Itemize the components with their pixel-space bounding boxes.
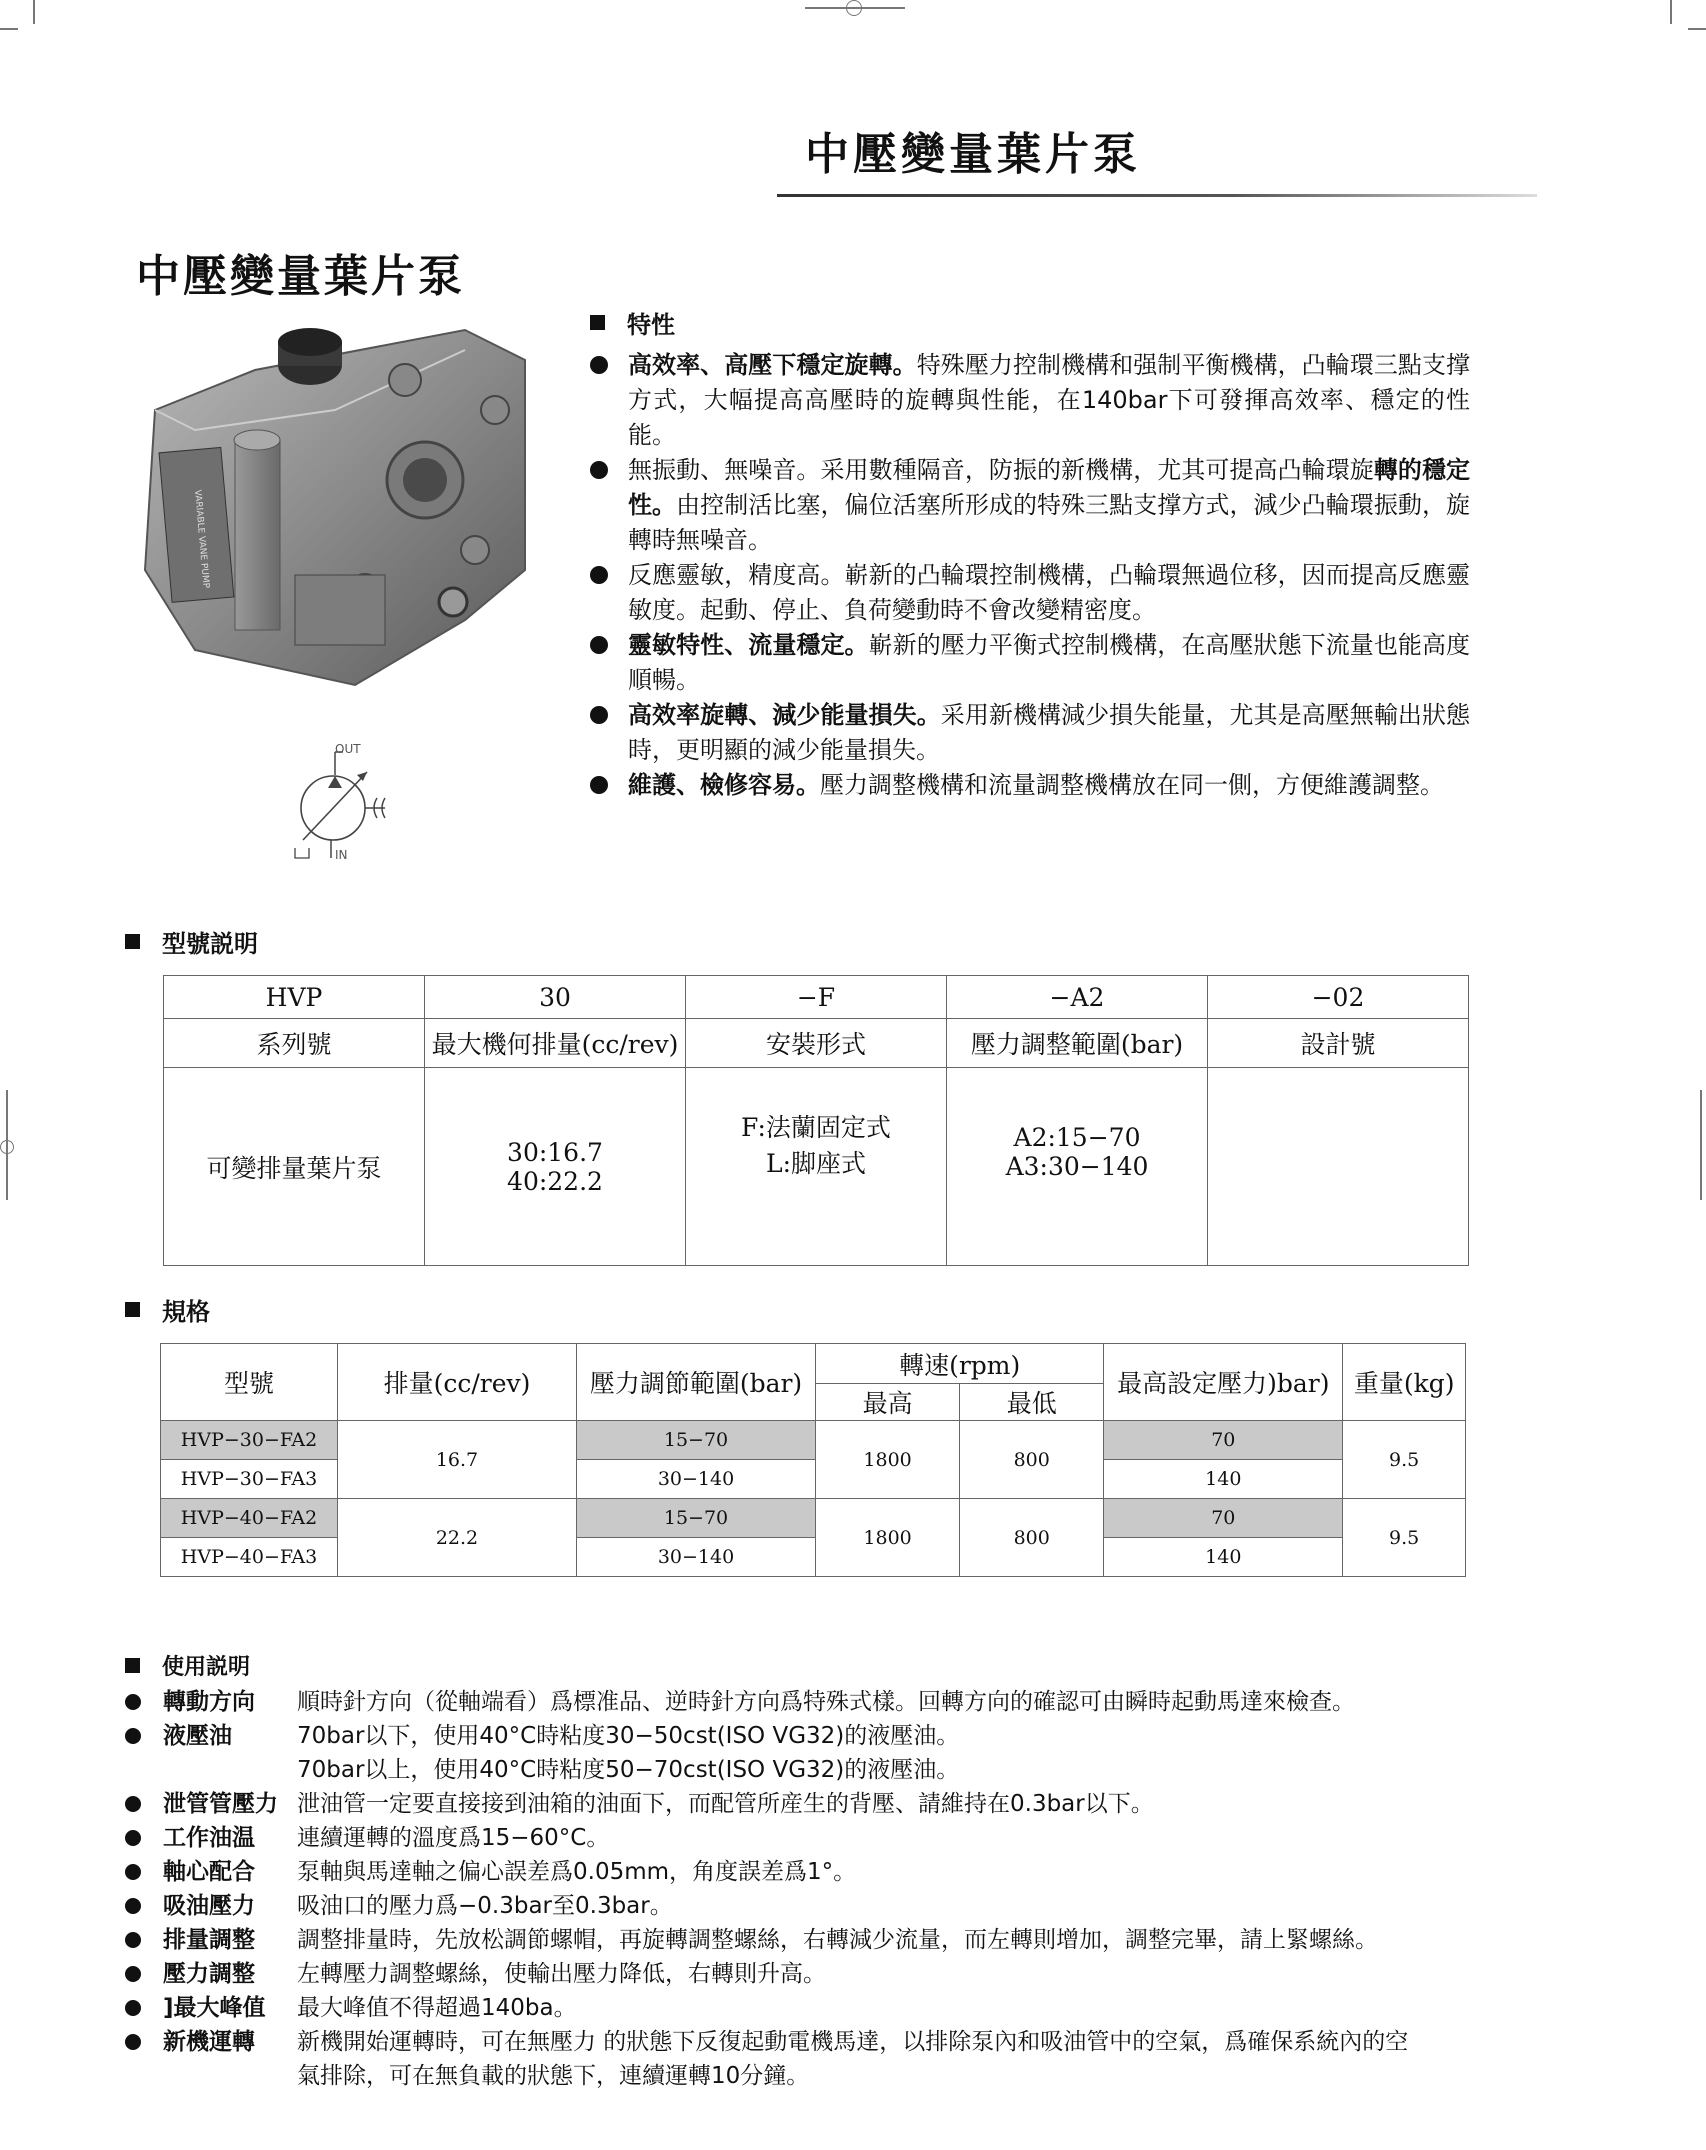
table-header-row — [161, 1344, 1466, 1384]
usage-text: 最大峰值不得超過140ba。 — [297, 1995, 577, 2021]
mounting-option: F:法蘭固定式 — [741, 1113, 891, 1142]
bullet-icon — [125, 1796, 141, 1812]
displacement-cell: 16.7 — [338, 1421, 577, 1499]
label-cell: 設計號 — [1208, 1019, 1469, 1068]
usage-heading-text: 使用説明 — [162, 1655, 251, 1680]
model-cell: HVP−40−FA3 — [161, 1538, 338, 1577]
usage-item — [125, 1821, 1495, 1855]
bullet-icon — [590, 776, 608, 794]
feature-text: 嶄新的壓力平衡式控制機構，在高壓狀態下流量也能高度順暢。 — [628, 631, 1471, 694]
pump-photo — [135, 320, 535, 690]
usage-text: 連續運轉的溫度爲15−60°C。 — [297, 1825, 610, 1851]
feature-item — [590, 558, 1470, 628]
feature-text: 采用新機構減少損失能量，尤其是高壓無輸出狀態時，更明顯的減少能量損失。 — [628, 701, 1470, 764]
model-heading-text: 型號説明 — [162, 930, 258, 958]
table-row — [161, 1421, 1466, 1460]
feature-text: 反應靈敏，精度高。嶄新的凸輪環控制機構，凸輪環無過位移，因而提高反應靈敏度。起動、停止、負荷變動時不會改變精密度。 — [628, 561, 1470, 624]
usage-label: 軸心配合 — [163, 1859, 255, 1885]
usage-text: 左轉壓力調整螺絲，使輸出壓力降低，右轉則升高。 — [297, 1961, 826, 1987]
model-cell: HVP−40−FA2 — [161, 1499, 338, 1538]
displacement-option: 30:16.7 — [507, 1137, 603, 1167]
feature-bold: 高效率旋轉、減少能量損失。 — [628, 701, 941, 729]
spec-table — [160, 1343, 1466, 1577]
feature-item — [590, 348, 1470, 453]
header-speed: 轉速(rpm) — [816, 1344, 1104, 1384]
weight-cell: 9.5 — [1343, 1421, 1466, 1499]
header-weight: 重量(kg) — [1343, 1344, 1466, 1421]
pressure-option: A2:15−70 — [1013, 1123, 1141, 1152]
feature-item — [590, 628, 1470, 698]
usage-item — [125, 1719, 1495, 1787]
header-speed-max: 最高 — [816, 1384, 960, 1421]
header-pressure-range: 壓力調節範圍(bar) — [577, 1344, 816, 1421]
crop-mark — [33, 0, 35, 24]
registration-mark — [846, 0, 862, 16]
usage-text: 泵軸與馬達軸之偏心誤差爲0.05mm，角度誤差爲1°。 — [297, 1859, 857, 1885]
code-cell: −F — [686, 976, 947, 1019]
model-code-table — [163, 975, 1469, 1266]
usage-item — [125, 1685, 1495, 1719]
pressure-cell — [947, 1068, 1208, 1266]
table-row — [164, 976, 1469, 1019]
mounting-option: L:脚座式 — [765, 1149, 867, 1178]
label-cell: 壓力調整範圍(bar) — [947, 1019, 1208, 1068]
header-divider — [777, 194, 1537, 197]
table-row — [164, 1019, 1469, 1068]
usage-label: 壓力調整 — [163, 1961, 255, 1987]
displacement-cell — [425, 1068, 686, 1266]
model-cell: HVP−30−FA3 — [161, 1460, 338, 1499]
usage-label: 轉動方向 — [163, 1689, 255, 1715]
bullet-icon — [125, 1898, 141, 1914]
features-heading — [590, 305, 1470, 340]
usage-text: 順時針方向（從軸端看）爲標准品、逆時針方向爲特殊式樣。回轉方向的確認可由瞬時起動馬達來檢查。 — [297, 1689, 1355, 1715]
usage-item — [125, 1923, 1495, 1957]
usage-text: 新機開始運轉時，可在無壓力 的狀態下反復起動電機馬達，以排除泵內和吸油管中的空氣，爲確保系統內的空 — [297, 2029, 1409, 2055]
header-max-pressure: 最高設定壓力)bar) — [1104, 1344, 1343, 1421]
feature-bold: 維護、檢修容易。 — [628, 771, 820, 799]
usage-label: 新機運轉 — [163, 2029, 255, 2055]
usage-item — [125, 1855, 1495, 1889]
bullet-icon — [125, 1932, 141, 1948]
feature-item — [590, 768, 1470, 803]
header-speed-min: 最低 — [960, 1384, 1104, 1421]
symbol-out-label: OUT — [335, 742, 361, 756]
displacement-option: 40:22.2 — [507, 1166, 603, 1196]
header-model: 型號 — [161, 1344, 338, 1421]
displacement-cell: 22.2 — [338, 1499, 577, 1577]
usage-item — [125, 1787, 1495, 1821]
mounting-cell — [686, 1068, 947, 1266]
feature-text: 由控制活比塞，偏位活塞所形成的特殊三點支撑方式，減少凸輪環振動，旋轉時無噪音。 — [628, 491, 1471, 554]
feature-item — [590, 698, 1470, 768]
bullet-icon — [125, 1864, 141, 1880]
speed-max-cell: 1800 — [816, 1421, 960, 1499]
usage-label: 泄管管壓力 — [163, 1791, 278, 1817]
usage-text: 吸油口的壓力爲−0.3bar至0.3bar。 — [297, 1893, 673, 1919]
product-title: 中壓變量葉片泵 — [136, 251, 465, 302]
weight-cell: 9.5 — [1343, 1499, 1466, 1577]
feature-bold: 靈敏特性、流量穩定。 — [628, 631, 869, 659]
features-heading-text: 特性 — [627, 311, 675, 339]
usage-label: 工作油温 — [163, 1825, 255, 1851]
bullet-icon — [125, 1728, 141, 1744]
usage-item — [125, 1889, 1495, 1923]
code-cell: 30 — [425, 976, 686, 1019]
usage-text: 氣排除，可在無負載的狀態下，連續運轉10分鐘。 — [297, 2063, 810, 2089]
registration-mark — [0, 1140, 14, 1154]
speed-max-cell: 1800 — [816, 1499, 960, 1577]
usage-heading — [125, 1650, 1495, 1681]
code-cell: −A2 — [947, 976, 1208, 1019]
usage-label: 排量調整 — [163, 1927, 255, 1953]
code-cell: HVP — [164, 976, 425, 1019]
square-bullet-icon — [590, 315, 605, 330]
bullet-icon — [590, 636, 608, 654]
header-displacement: 排量(cc/rev) — [338, 1344, 577, 1421]
crop-mark — [0, 28, 18, 30]
label-cell: 最大機何排量(cc/rev) — [425, 1019, 686, 1068]
speed-min-cell: 800 — [960, 1499, 1104, 1577]
feature-text: 壓力調整機構和流量調整機構放在同一側，方便維護調整。 — [820, 771, 1444, 799]
bullet-icon — [125, 2000, 141, 2016]
bullet-icon — [125, 1830, 141, 1846]
crop-mark — [1688, 28, 1706, 30]
page-title: 中壓變量葉片泵 — [805, 129, 1141, 180]
speed-min-cell: 800 — [960, 1421, 1104, 1499]
range-cell: 15−70 — [577, 1421, 816, 1460]
usage-text: 70bar以下，使用40°C時粘度30−50cst(ISO VG32)的液壓油。 — [297, 1723, 960, 1749]
table-row — [164, 1068, 1469, 1266]
code-cell: −02 — [1208, 976, 1469, 1019]
usage-item — [125, 1991, 1495, 2025]
bullet-icon — [590, 566, 608, 584]
square-bullet-icon — [125, 934, 140, 949]
feature-bold: 轉的穩定性。 — [628, 456, 1471, 519]
usage-label: ]最大峰值 — [163, 1995, 266, 2021]
design-cell — [1208, 1068, 1469, 1266]
model-section-heading — [125, 924, 258, 959]
usage-section — [125, 1650, 1495, 2093]
svg-text:VARIABLE VANE PUMP: VARIABLE VANE PUMP — [192, 489, 211, 589]
usage-item — [125, 2025, 1495, 2093]
series-cell: 可變排量葉片泵 — [164, 1068, 425, 1266]
model-cell: HVP−30−FA2 — [161, 1421, 338, 1460]
features-section — [590, 305, 1470, 803]
square-bullet-icon — [125, 1302, 140, 1317]
symbol-in-label: IN — [335, 848, 348, 860]
usage-item — [125, 1957, 1495, 1991]
label-cell: 系列號 — [164, 1019, 425, 1068]
usage-label: 吸油壓力 — [163, 1893, 255, 1919]
max-pressure-cell: 140 — [1104, 1460, 1343, 1499]
range-cell: 30−140 — [577, 1460, 816, 1499]
max-pressure-cell: 70 — [1104, 1499, 1343, 1538]
bullet-icon — [590, 706, 608, 724]
label-cell: 安裝形式 — [686, 1019, 947, 1068]
usage-text: 70bar以上，使用40°C時粘度50−70cst(ISO VG32)的液壓油。 — [297, 1757, 960, 1783]
feature-text: 無振動、無噪音。采用數種隔音，防振的新機構，尤其可提高凸輪環旋 — [628, 456, 1374, 484]
max-pressure-cell: 140 — [1104, 1538, 1343, 1577]
bullet-icon — [125, 1966, 141, 1982]
square-bullet-icon — [125, 1658, 140, 1673]
usage-text: 泄油管一定要直接接到油箱的油面下，而配管所産生的背壓、請維持在0.3bar以下。 — [297, 1791, 1154, 1817]
feature-item — [590, 453, 1470, 558]
feature-bold: 高效率、高壓下穩定旋轉。 — [628, 351, 917, 379]
table-row — [161, 1499, 1466, 1538]
bullet-icon — [125, 1694, 141, 1710]
bullet-icon — [125, 2034, 141, 2050]
usage-label: 液壓油 — [163, 1723, 232, 1749]
pump-symbol-diagram — [285, 740, 400, 860]
bullet-icon — [590, 461, 608, 479]
range-cell: 30−140 — [577, 1538, 816, 1577]
spec-section-heading — [125, 1292, 210, 1327]
range-cell: 15−70 — [577, 1499, 816, 1538]
usage-text: 調整排量時，先放松調節螺帽，再旋轉調整螺絲，右轉減少流量，而左轉則增加，調整完畢，請上緊螺絲。 — [297, 1927, 1378, 1953]
bullet-icon — [590, 356, 608, 374]
pressure-option: A3:30−140 — [1005, 1152, 1149, 1181]
crop-mark — [1670, 0, 1672, 24]
spec-heading-text: 規格 — [162, 1298, 210, 1326]
feature-text: 特殊壓力控制機構和强制平衡機構，凸輪環三點支撑方式，大幅提高高壓時的旋轉與性能，在140bar下可發揮高效率、穩定的性能。 — [628, 351, 1471, 449]
max-pressure-cell: 70 — [1104, 1421, 1343, 1460]
registration-mark — [1700, 1090, 1702, 1200]
